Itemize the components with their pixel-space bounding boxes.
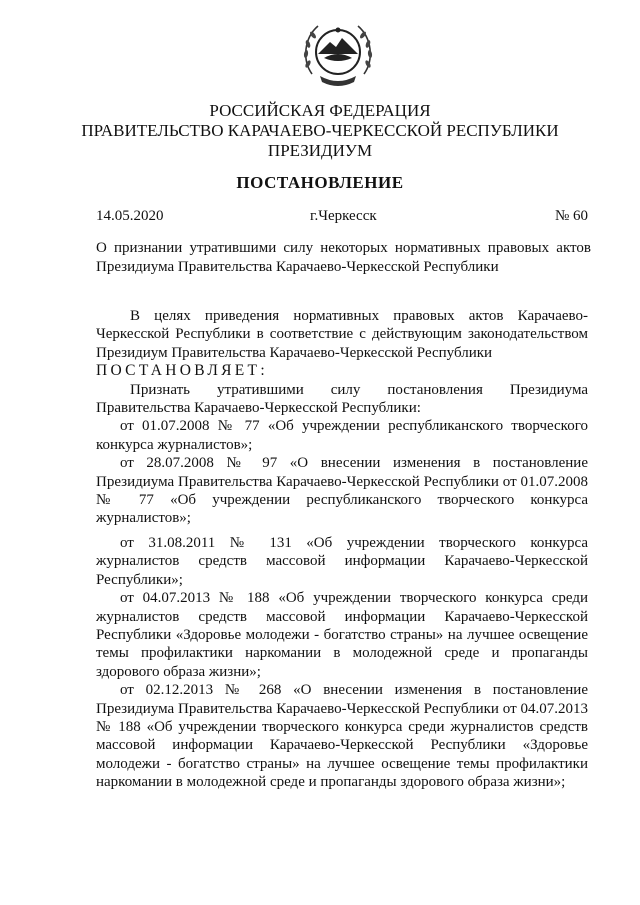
item-1: Признать утратившими силу постановления Президиума Правительства Карачаево-Черкесской Республики: xyxy=(96,381,588,417)
act-item: от 04.07.2013 № 188 «Об учреждении творческого конкурса среди журналистов средств массовой информации Карачаево-Черкесской Республики «Здоровье молодежи - богатство страны» на лучшее освещение темы профилактики наркомании в молодежной среде и пропаганды здорового образа жизни»; xyxy=(96,590,588,680)
document-date: 14.05.2020 xyxy=(96,208,164,224)
header-government: ПРАВИТЕЛЬСТВО КАРАЧАЕВО-ЧЕРКЕССКОЙ РЕСПУБЛИКИ xyxy=(81,121,559,140)
document-body xyxy=(96,307,588,792)
header-country: РОССИЙСКАЯ ФЕДЕРАЦИЯ xyxy=(209,101,431,120)
act-item: от 28.07.2008 № 97 «О внесении изменения в постановление Президиума Правительства Карачаево-Черкесской Республики от 01.07.2008 № 77 «Об учреждении республиканского творческого конкурса журналистов»; xyxy=(96,455,588,527)
document-type: ПОСТАНОВЛЕНИЕ xyxy=(236,173,404,192)
document-number: № 60 xyxy=(555,208,589,224)
act-item: от 31.08.2011 № 131 «Об учреждении творческого конкурса журналистов средств массовой информации Карачаево-Черкесской Республики»; xyxy=(96,534,588,588)
act-item: от 02.12.2013 № 268 «О внесении изменения в постановление Президиума Правительства Карачаево-Черкесской Республики от 04.07.2013 № 188 «Об учреждении творческого конкурса среди журналистов средств массовой информации Карачаево-Черкесской Республики «Здоровье молодежи - богатство страны» на лучшее освещение темы профилактики наркомании в молодежной среде и пропаганды здорового образа жизни»; xyxy=(96,682,588,791)
document-city: г.Черкесск xyxy=(310,208,377,224)
intro-paragraph: В целях приведения нормативных правовых актов Карачаево-Черкесской Республики в соответствие с действующим законодательством Президиум Правительства Карачаево-Черкесской Республики xyxy=(96,308,588,361)
act-item: от 01.07.2008 № 77 «Об учреждении республиканского творческого конкурса журналистов»; xyxy=(96,418,588,453)
resolve-heading: ПОСТАНОВЛЯЕТ: xyxy=(96,362,268,380)
document-subject: О признании утратившими силу некоторых нормативных правовых актов Президиума Правительства Карачаево-Черкесской Республики xyxy=(96,240,591,275)
header-presidium: ПРЕЗИДИУМ xyxy=(267,141,373,160)
coat-of-arms-icon xyxy=(298,14,378,92)
